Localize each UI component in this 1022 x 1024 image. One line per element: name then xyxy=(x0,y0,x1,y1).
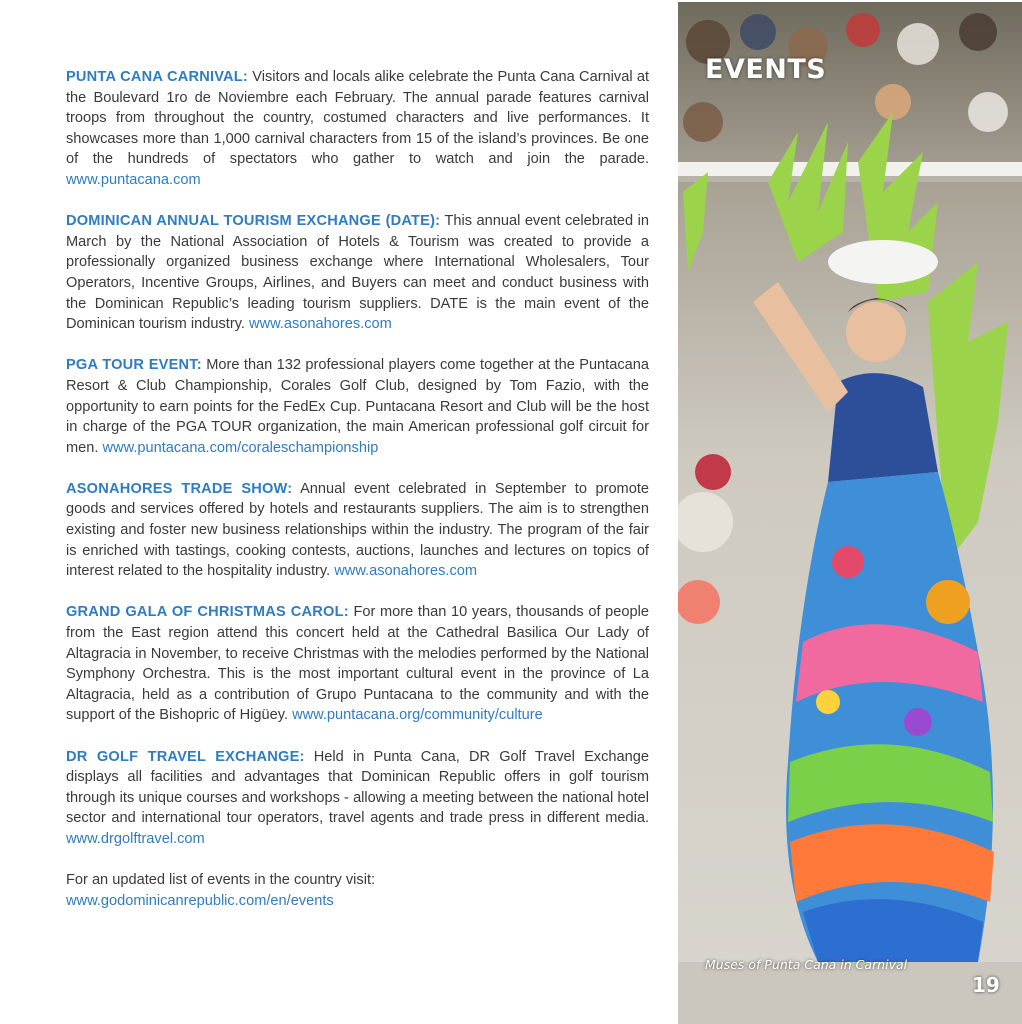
event-entry-dr-golf-travel xyxy=(66,747,649,850)
event-body: Annual event celebrated in September to promote goods and services offered by hotels and restaurants suppliers. The aim is to strengthen existing and foster new business relationships within the industry. The program of the fair is enriched with tastings, cooking contests, auctions, launches and lectures on topics of interest related to the hospitality industry. xyxy=(66,480,650,580)
event-title: DOMINICAN ANNUAL TOURISM EXCHANGE (DATE): xyxy=(66,213,441,230)
event-link[interactable]: www.asonahores.com xyxy=(249,316,392,333)
event-link[interactable]: www.puntacana.com xyxy=(66,171,201,188)
event-entry-date xyxy=(66,211,649,335)
event-body: Held in Punta Cana, DR Golf Travel Exchange displays all facilities and advantages that Dominican Republic offers in golf tourism through its unique courses and workshops - allowing a meeting between the national hotel sector and international tour operators, travel agents and trade press in different media. xyxy=(66,748,649,827)
section-title: EVENTS xyxy=(705,54,827,85)
footer-text: For an updated list of events in the country visit: xyxy=(66,872,376,889)
event-body: This annual event celebrated in March by the National Association of Hotels & Tourism was created to provide a professionally organized business exchange where International Wholesalers, Tour Operators, Incentive Groups, Airlines, and Buyers can meet and conduct business with the Dominican Republic’s leading tourism suppliers. DATE is the main event of the Dominican tourism industry. xyxy=(66,213,649,333)
event-entry-punta-cana-carnival xyxy=(66,67,649,191)
event-entry-pga-tour xyxy=(66,355,649,458)
footer-link[interactable]: www.godominicanrepublic.com/en/events xyxy=(66,892,334,909)
carnival-photo xyxy=(678,2,1022,1024)
event-link[interactable]: www.drgolftravel.com xyxy=(66,830,205,847)
event-body: For more than 10 years, thousands of people from the East region attend this concert held at the Cathedral Basilica Our Lady of Altagracia in November, to receive Christmas with the melodies performed by the National Symphony Orchestra. This is the most important cultural event in the province of La Altagracia, held as a contribution of Grupo Puntacana to the community and with the support of the Bishopric of Higüey. xyxy=(66,604,649,724)
event-title: PGA TOUR EVENT: xyxy=(66,357,202,374)
page-number: 19 xyxy=(972,973,1000,997)
event-title: ASONAHORES TRADE SHOW: xyxy=(66,480,293,497)
event-entry-christmas-carol xyxy=(66,602,649,726)
carnival-photo-illustration xyxy=(678,2,1022,1024)
footer-note xyxy=(66,870,649,911)
event-entry-asonahores-trade-show xyxy=(66,479,649,582)
photo-caption: Muses of Punta Cana in Carnival xyxy=(705,957,908,972)
events-text-column xyxy=(66,67,649,911)
event-link[interactable]: www.asonahores.com xyxy=(334,563,478,580)
event-link[interactable]: www.puntacana.org/community/culture xyxy=(292,707,543,724)
event-title: DR GOLF TRAVEL EXCHANGE: xyxy=(66,748,305,765)
event-title: GRAND GALA OF CHRISTMAS CAROL: xyxy=(66,604,349,621)
event-body: More than 132 professional players come together at the Puntacana Resort & Club Championship, Corales Golf Club, designed by Tom Fazio, with the opportunity to earn points for the FedEx Cup. Puntacana Resort and Club will be the host in charge of the PGA TOUR organization, the main American professional golf circuit for men. xyxy=(66,357,649,456)
event-link[interactable]: www.puntacana.com/coraleschampionship xyxy=(102,439,379,456)
event-title: PUNTA CANA CARNIVAL: xyxy=(66,69,248,85)
event-body: Visitors and locals alike celebrate the Punta Cana Carnival at the Boulevard 1ro de Noviembre each February. The annual parade features carnival troops from throughout the country, costumed characters and live performances. It showcases more than 1,000 carnival characters from 15 of the island’s provinces. Be one of the hundreds of spectators who gather to watch and join the parade. xyxy=(66,69,650,168)
